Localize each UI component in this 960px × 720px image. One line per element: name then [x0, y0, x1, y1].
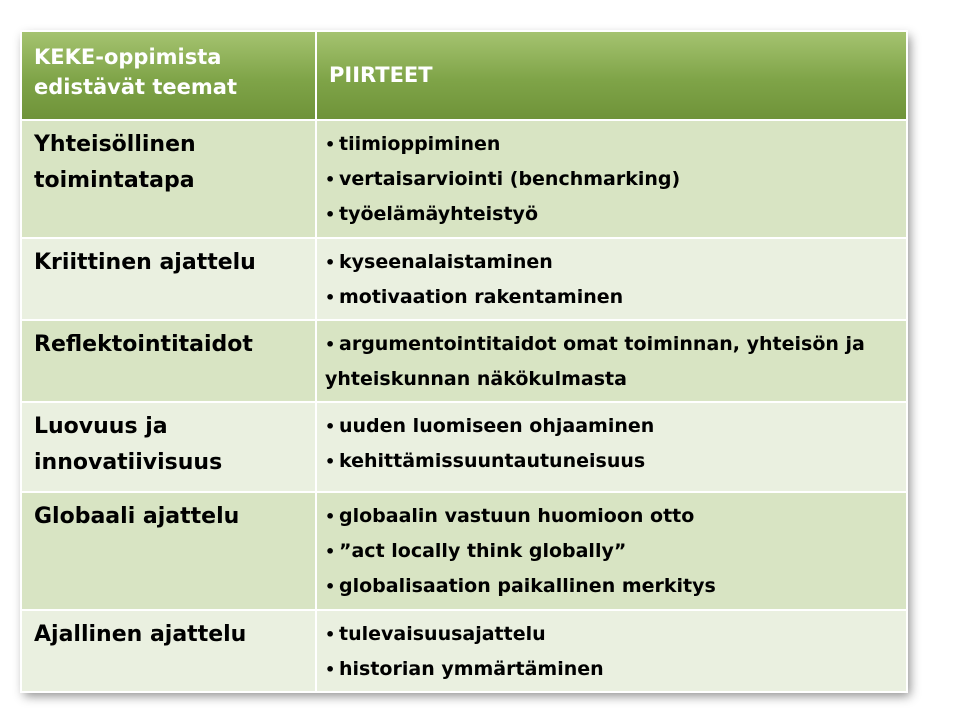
trait-item	[325, 444, 896, 479]
trait-item	[325, 162, 896, 197]
trait-text: ”act locally think globally”	[339, 540, 627, 562]
trait-text: motivaation rakentaminen	[339, 286, 624, 308]
trait-text: kyseenalaistaminen	[339, 251, 553, 273]
bullet-icon: •	[325, 170, 336, 189]
bullet-icon: •	[325, 660, 336, 679]
trait-text: vertaisarviointi (benchmarking)	[339, 168, 681, 190]
traits-list	[325, 127, 896, 232]
header-themes: KEKE-oppimista edistävät teemat	[21, 31, 316, 120]
traits-cell	[316, 120, 907, 238]
trait-item	[325, 569, 896, 604]
bullet-icon: •	[325, 577, 336, 596]
trait-item	[325, 534, 896, 569]
table-row	[21, 610, 907, 692]
theme-cell: Globaali ajattelu	[21, 492, 316, 610]
trait-item	[325, 245, 896, 280]
trait-text: globaalin vastuun huomioon otto	[339, 505, 695, 527]
theme-cell: Yhteisöllinen toimintatapa	[21, 120, 316, 238]
bullet-icon: •	[325, 417, 336, 436]
traits-list	[325, 409, 896, 479]
traits-list	[325, 499, 896, 604]
theme-cell: Luovuus ja innovatiivisuus	[21, 402, 316, 492]
trait-text: työelämäyhteistyö	[339, 203, 538, 225]
bullet-icon: •	[325, 335, 336, 354]
table-row	[21, 402, 907, 492]
trait-item	[325, 617, 896, 652]
table-row	[21, 320, 907, 402]
traits-cell	[316, 402, 907, 492]
table-row	[21, 120, 907, 238]
trait-item	[325, 499, 896, 534]
trait-item	[325, 127, 896, 162]
bullet-icon: •	[325, 507, 336, 526]
traits-cell	[316, 492, 907, 610]
themes-table	[20, 30, 908, 693]
bullet-icon: •	[325, 253, 336, 272]
trait-text: uuden luomiseen ohjaaminen	[339, 415, 655, 437]
theme-cell: Kriittinen ajattelu	[21, 238, 316, 320]
traits-list	[325, 327, 896, 396]
trait-text: historian ymmärtäminen	[339, 658, 604, 680]
header-traits: PIIRTEET	[316, 31, 907, 120]
trait-item	[325, 327, 896, 396]
trait-item	[325, 409, 896, 444]
trait-item	[325, 197, 896, 232]
bullet-icon: •	[325, 625, 336, 644]
trait-text: kehittämissuuntautuneisuus	[339, 450, 646, 472]
trait-text: argumentointitaidot omat toiminnan, yhteisön ja yhteiskunnan näkökulmasta	[325, 333, 865, 390]
bullet-icon: •	[325, 288, 336, 307]
trait-item	[325, 280, 896, 315]
bullet-icon: •	[325, 205, 336, 224]
traits-list	[325, 617, 896, 687]
trait-item	[325, 652, 896, 687]
bullet-icon: •	[325, 542, 336, 561]
theme-cell: Reflektointitaidot	[21, 320, 316, 402]
themes-table-container	[20, 30, 906, 690]
table-row	[21, 492, 907, 610]
trait-text: tulevaisuusajattelu	[339, 623, 546, 645]
trait-text: globalisaation paikallinen merkitys	[339, 575, 716, 597]
table-row	[21, 238, 907, 320]
traits-cell	[316, 238, 907, 320]
traits-cell	[316, 610, 907, 692]
traits-list	[325, 245, 896, 315]
theme-cell: Ajallinen ajattelu	[21, 610, 316, 692]
traits-cell	[316, 320, 907, 402]
bullet-icon: •	[325, 135, 336, 154]
trait-text: tiimioppiminen	[339, 133, 501, 155]
bullet-icon: •	[325, 452, 336, 471]
table-header-row	[21, 31, 907, 120]
